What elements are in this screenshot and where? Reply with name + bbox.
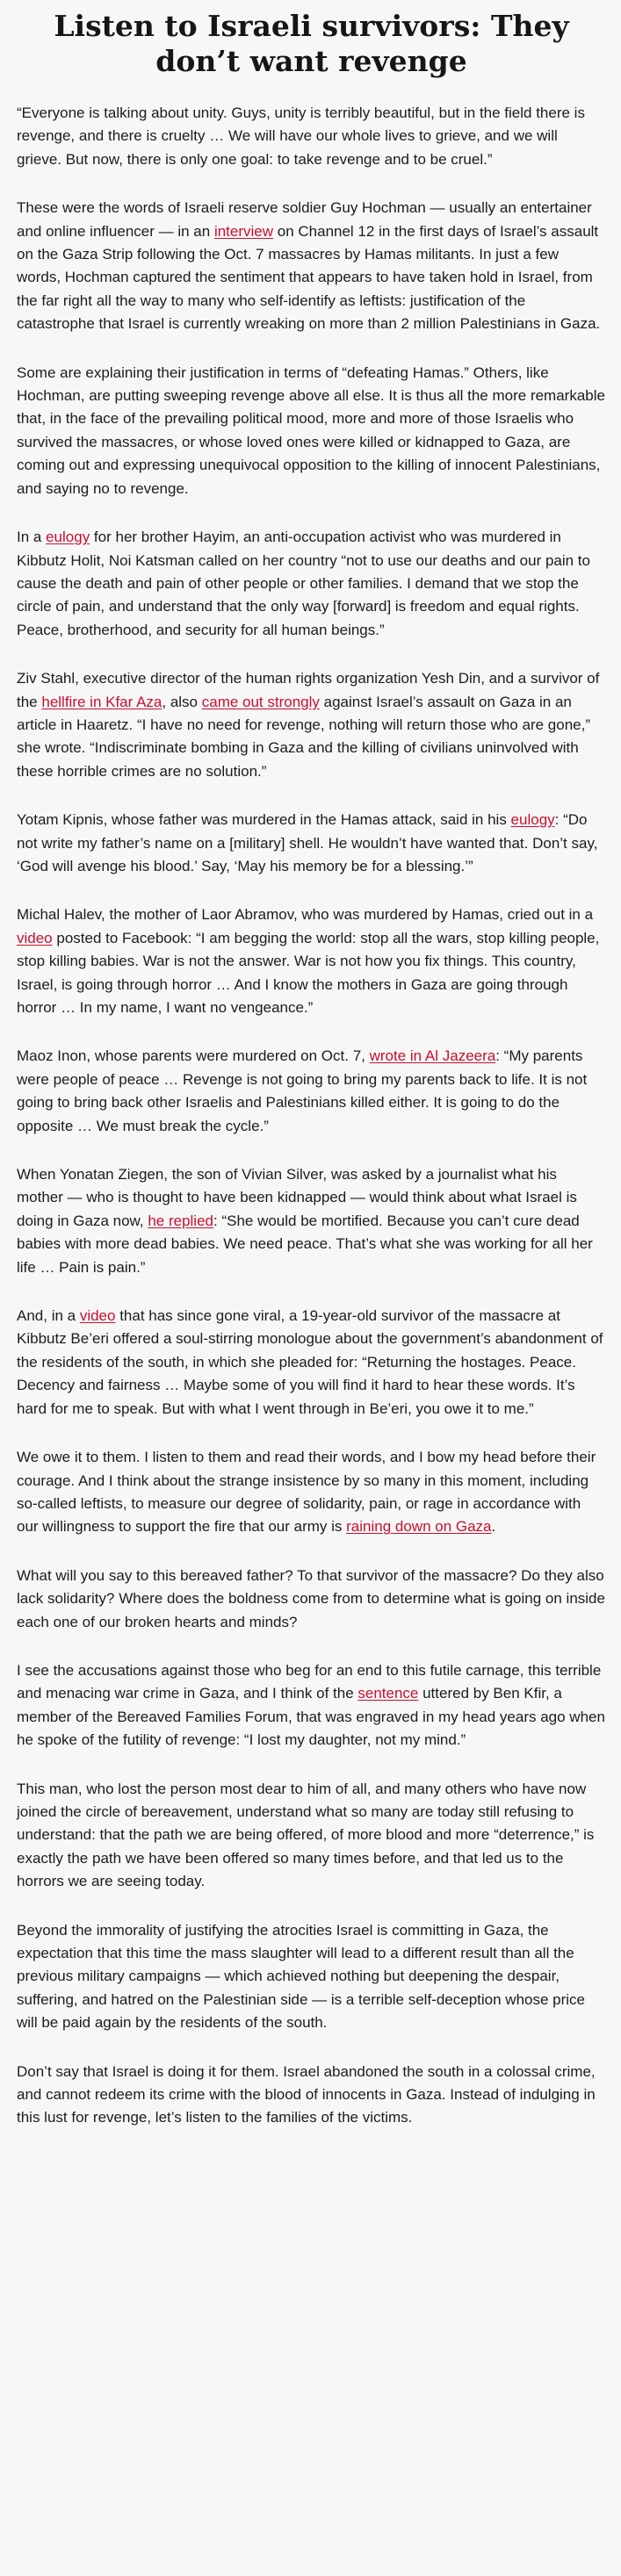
article-paragraph [17,102,606,171]
article-paragraph [17,2061,606,2130]
paragraph-text: These were the words of Israeli reserve soldier Guy Hochman — usually an entertainer and online influencer — in an [17,199,592,240]
article-paragraph [17,1565,606,1634]
paragraph-text: When Yonatan Ziegen, the son of Vivian Silver, was asked by a journalist what his mother — who is thought to have been kidnapped — would think about what Israel is doing in Gaza now, [17,1166,577,1229]
paragraph-text: . [491,1518,496,1536]
paragraph-text: Beyond the immorality of justifying the atrocities Israel is committing in Gaza, the expectation that this time the mass slaughter will lead to a different result than all the previous military campaigns — which achieved nothing but deepening the despair, suffering, and hatred on the Palestinian side — is a terrible self-deception whose price will be paid again by the residents of the south. [17,1921,586,2032]
article-paragraph [17,1163,606,1279]
article-paragraph [17,362,606,500]
inline-link[interactable]: hellfire in Kfar Aza [41,693,162,710]
inline-link[interactable]: eulogy [510,811,555,829]
article-paragraph [17,526,606,642]
paragraph-text: , also [162,693,202,710]
article-paragraph [17,1778,606,1894]
paragraph-text: : “Do not write my father’s name on a [military] shell. He wouldn’t have wanted that. Don’t say, ‘God will avenge his blood.’ Say, ‘May his memory be for a blessing.’” [17,811,598,874]
paragraph-text: : “She would be mortified. Because you can’t cure dead babies with more dead babies. We need peace. That’s what she was working for all her life … Pain is pain.” [17,1212,593,1276]
paragraph-text: This man, who lost the person most dear to him of all, and many others who have now joined the circle of bereavement, understand what so many are today still refusing to understand: that the path we are being offered, of more blood and more “deterrence,” is exactly the path we have been offered so many times before, and that led us to the horrors we are seeing today. [17,1780,595,1890]
article-paragraph [17,1045,606,1138]
article-paragraph [17,1919,606,2035]
inline-link[interactable]: sentence [357,1685,419,1702]
paragraph-text: In a [17,529,47,546]
inline-link[interactable]: interview [213,222,274,240]
paragraph-text: against Israel’s assault on Gaza in an article in Haaretz. “I have no need for revenge, nothing will return those who are gone,” she wrote. “Indiscriminate bombing in Gaza and the killing of civilians uninvolved with these horrible crimes are no solution.” [17,693,590,780]
paragraph-text: Michal Halev, the mother of Laor Abramov, who was murdered by Hamas, cried out in a [17,906,594,924]
paragraph-text: Ziv Stahl, executive director of the human rights organization Yesh Din, and a survivor of the [17,670,600,710]
article-paragraph [17,1659,606,1752]
inline-link[interactable]: raining down on Gaza [346,1518,492,1536]
article-body [17,102,606,2130]
paragraph-text: Some are explaining their justification in terms of “defeating Hamas.” Others, like Hochman, are putting sweeping revenge above all else. It is thus all the more remarkable that, in the face of the prevailing political mood, more and more of those Israelis who survived the massacres, or whose loved ones were killed or kidnapped to Gaza, are coming out and expressing unequivocal opposition to the killing of innocent Palestinians, and saying no to revenge. [17,363,605,497]
paragraph-text: Maoz Inon, whose parents were murdered on Oct. 7, [17,1047,370,1065]
inline-link[interactable]: he replied [148,1212,213,1229]
inline-link[interactable]: wrote in Al Jazeera [369,1047,496,1065]
article-paragraph [17,667,606,783]
paragraph-text: We owe it to them. I listen to them and read their words, and I bow my head before their courage. And I think about the strange insistence by so many in this moment, including so-called leftists, to measure our degree of solidarity, pain, or rage in accordance with our willingness to support the fire that our army is [17,1449,596,1536]
paragraph-text: “Everyone is talking about unity. Guys, unity is terribly beautiful, but in the field there is revenge, and there is cruelty … We will have our whole lives to grieve, and we will grieve. But now, there is only one goal: to take revenge and to be cruel.” [17,104,585,168]
article-paragraph [17,1446,606,1539]
inline-link[interactable]: video [17,929,53,946]
article-paragraph [17,197,606,335]
paragraph-text: uttered by Ben Kfir, a member of the Bereaved Families Forum, that was engraved in my head years ago when he spoke of the futility of revenge: “I lost my daughter, not my mind.” [17,1685,605,1749]
paragraph-text: Yotam Kipnis, whose father was murdered in the Hamas attack, said in his [17,811,511,829]
paragraph-text: And, in a [17,1307,80,1325]
inline-link[interactable]: came out strongly [201,693,320,710]
article-paragraph [17,1305,606,1421]
article-paragraph [17,903,606,1019]
paragraph-text: : “My parents were people of peace … Revenge is not going to bring my parents back to life. It is not going to bring back other Israelis and Palestinians killed either. It is going to do the opposite … We must break the cycle.” [17,1047,588,1134]
inline-link[interactable]: eulogy [46,529,90,546]
article-headline: Listen to Israeli survivors: They don’t want revenge [54,9,569,78]
paragraph-text: on Channel 12 in the first days of Israel’s assault on the Gaza Strip following the Oct. 7 massacres by Hamas militants. In just a few words, Hochman captured the sentiment that appears to have taken hold in Israel, from the far right all the way to many who self-identify as leftists: justification of the catastrophe that Israel is currently wreaking on more than 2 million Palestinians in Gaza. [17,222,601,333]
paragraph-text: for her brother Hayim, an anti-occupation activist who was murdered in Kibbutz Holit, Noi Katsman called on her country “not to use our deaths and our pain to cause the death and pain of other people or other families. I demand that we stop the circle of pain, and understand that the only way [forward] is freedom and equal rights. Peace, brotherhood, and security for all human beings.” [17,529,590,638]
paragraph-text: that has since gone viral, a 19-year-old survivor of the massacre at Kibbutz Be’eri offered a soul-stirring monologue about the government’s abandonment of the residents of the south, in which she pleaded for: “Returning the hostages. Peace. Decency and fairness … Maybe some of you will find it hard to hear these words. It’s hard for me to speak. But with what I went through in Be’eri, you owe it to me.” [17,1307,603,1417]
paragraph-text: Don’t say that Israel is doing it for them. Israel abandoned the south in a colossal crime, and cannot redeem its crime with the blood of innocents in Gaza. Instead of indulging in this lust for revenge, let’s listen to the families of the victims. [17,2062,596,2126]
paragraph-text: posted to Facebook: “I am begging the world: stop all the wars, stop killing people, stop killing babies. War is not the answer. War is not how you fix things. This country, Israel, is going through horror … And I know the mothers in Gaza are going through horror … In my name, I want no vengeance.” [17,929,600,1016]
article-paragraph [17,809,606,878]
paragraph-text: What will you say to this bereaved father? To that survivor of the massacre? Do they also lack solidarity? Where does the boldness come from to determine what is going on inside each one of our broken hearts and minds? [17,1566,605,1630]
paragraph-text: I see the accusations against those who beg for an end to this futile carnage, this terrible and menacing war crime in Gaza, and I think of the [17,1661,602,1702]
inline-link[interactable]: video [79,1307,116,1325]
